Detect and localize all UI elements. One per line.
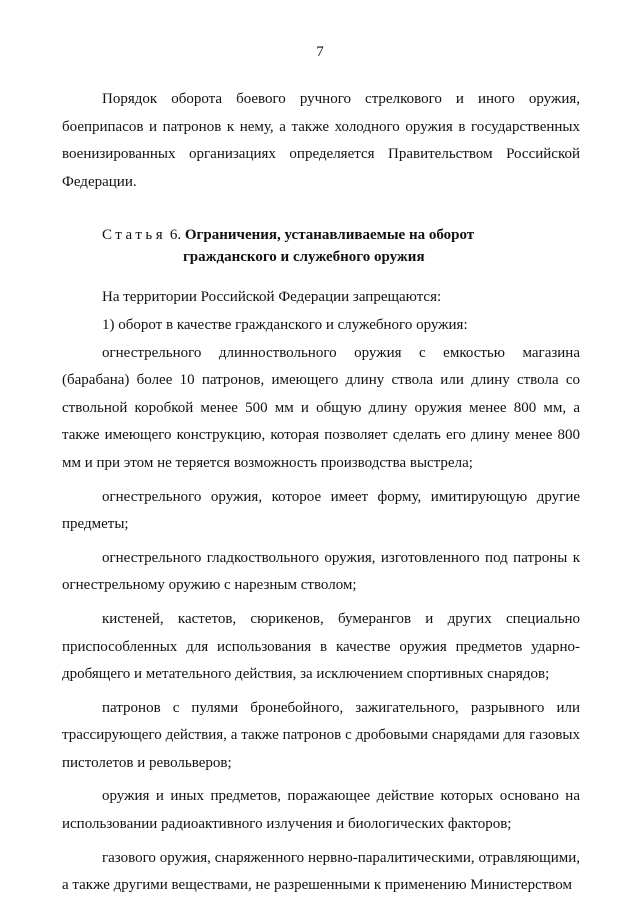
- paragraph-item-1: 1) оборот в качестве гражданского и служебного оружия:: [102, 316, 468, 333]
- article-number: 6.: [169, 227, 182, 244]
- paragraph-radioactive: оружия и иных предметов, поражающее действие которых основано на использовании радиоактивного излучения и биологических факторов;: [62, 788, 580, 833]
- paragraph-cartridges: патронов с пулями бронебойного, зажигательного, разрывного или трассирующего действия, а также патронов с дробовыми снарядами для газовых пистолетов и револьверов;: [62, 699, 580, 771]
- paragraph-prohibited-intro: На территории Российской Федерации запрещаются:: [102, 289, 442, 306]
- article-heading: [62, 224, 580, 268]
- article-title-line2: гражданского и служебного оружия: [183, 249, 425, 266]
- paragraph-imitation: огнестрельного оружия, которое имеет форму, имитирующую другие предметы;: [62, 488, 580, 533]
- document-body: [62, 86, 580, 900]
- paragraph-state-organizations: Порядок оборота боевого ручного стрелкового и иного оружия, боеприпасов и патронов к нему, а также холодного оружия в государственных военизированных организациях определяется Правительством Российской Федерации.: [62, 91, 580, 190]
- page-number: 7: [316, 44, 324, 60]
- article-title-line1: Ограничения, устанавливаемые на оборот: [184, 227, 475, 244]
- paragraph-gas-weapons: газового оружия, снаряженного нервно-паралитическими, отравляющими, а также другими веществами, не разрешенными к применению Министерством: [62, 849, 580, 894]
- paragraph-smoothbore: огнестрельного гладкоствольного оружия, изготовленного под патроны к огнестрельному оружию с нарезным стволом;: [62, 549, 580, 594]
- paragraph-long-barrel: огнестрельного длинноствольного оружия с емкостью магазина (барабана) более 10 патронов, имеющего длину ствола или длину ствола со ствольной коробкой менее 500 мм и общую длину оружия менее 800 мм, а также имеющего конструкцию, которая позволяет сделать его длину менее 800 мм и при этом не теряется возможность производства выстрела;: [62, 344, 580, 471]
- paragraph-melee: кистеней, кастетов, сюрикенов, бумерангов и других специально приспособленных для использования в качестве оружия предметов ударно-дробящего и метательного действия, за исключением спортивных снарядов;: [62, 610, 580, 683]
- article-label: Статья: [102, 227, 167, 244]
